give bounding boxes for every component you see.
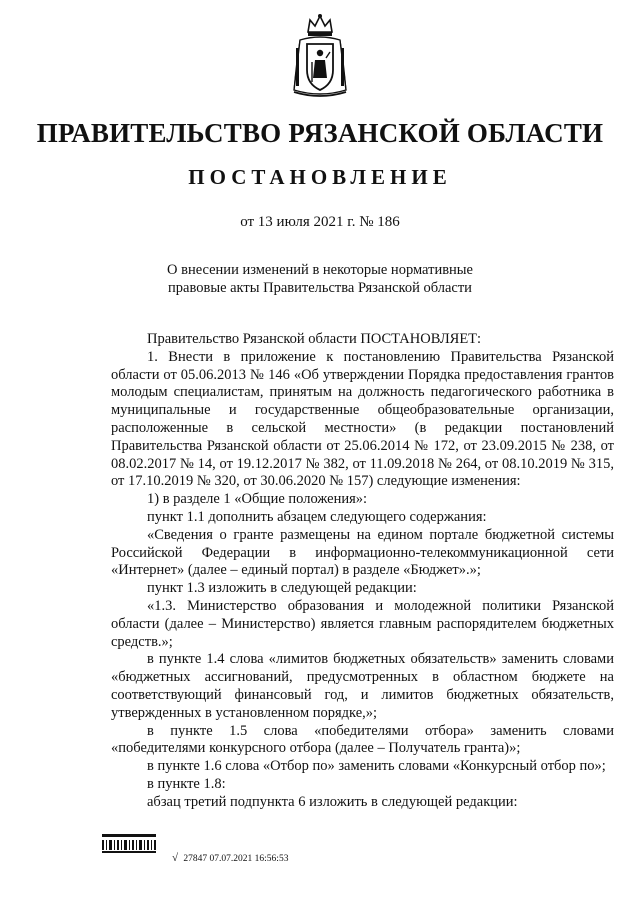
body-paragraph: 1. Внести в приложение к постановлению Правительства Рязанской области от 05.06.2013 № 146 «Об утверждении Порядка предоставления грантов молодым специалистам, принятым на должность педагогического работника в муниципальные и государственные общеобразовательные организации, расположенные в сельской местности» (в редакции постановлений Правительства Рязанской области от 25.06.2014 № 172, от 23.09.2015 № 238, от 08.02.2017 № 14, от 19.12.2017 № 382, от 11.09.2018 № 264, от 08.10.2019 № 315, от 17.10.2019 № 320, от 30.06.2020 № 157) следующие изменения: [111,348,614,490]
body-paragraph: 1) в разделе 1 «Общие положения»: [147,491,368,508]
body-paragraph: в пункте 1.8: [147,775,226,792]
subject-line: О внесении изменений в некоторые нормативные [167,262,473,278]
registration-info: 27847 07.07.2021 16:56:53 [183,854,289,864]
body-paragraph: абзац третий подпункта 6 изложить в следующей редакции: [147,793,518,810]
ryazan-coat-of-arms-icon [290,12,350,100]
registration-stamp [172,852,288,864]
document-subject [150,261,490,297]
body-paragraph: «Сведения о гранте размещены на едином портале бюджетной системы Российской Федерации в информационно-телекоммуникационной сети «Интернет» (далее – единый портал) в разделе «Бюджет».»; [111,526,614,579]
document-type: ПОСТАНОВЛЕНИЕ [188,165,452,189]
document-barcode-icon [100,832,158,854]
body-paragraph: «1.3. Министерство образования и молодежной политики Рязанской области (далее – Министерство) является главным распорядителем бюджетных средств.»; [111,597,614,650]
body-paragraph: Правительство Рязанской области ПОСТАНОВЛЯЕТ: [147,331,482,347]
signature-mark: √ [172,852,179,864]
body-paragraph: в пункте 1.6 слова «Отбор по» заменить словами «Конкурсный отбор по»; [147,758,606,775]
document-body [111,331,614,812]
government-title: ПРАВИТЕЛЬСТВО РЯЗАНСКОЙ ОБЛАСТИ [36,118,604,148]
body-paragraph: в пункте 1.5 слова «победителями отбора» заменить словами «победителями конкурсного отбора (далее – Получатель гранта)»; [111,722,614,757]
body-paragraph: пункт 1.3 изложить в следующей редакции: [147,580,417,597]
document-date-number: от 13 июля 2021 г. № 186 [240,214,400,230]
body-paragraph: пункт 1.1 дополнить абзацем следующего содержания: [147,508,487,525]
body-paragraph: в пункте 1.4 слова «лимитов бюджетных обязательств» заменить словами «бюджетных ассигнований, предусмотренных в областном бюджете на соответствующий финансовый год, и лимитов бюджетных обязательств, утвержденных в установленном порядке,»; [111,651,614,721]
subject-line: правовые акты Правительства Рязанской области [168,280,472,296]
